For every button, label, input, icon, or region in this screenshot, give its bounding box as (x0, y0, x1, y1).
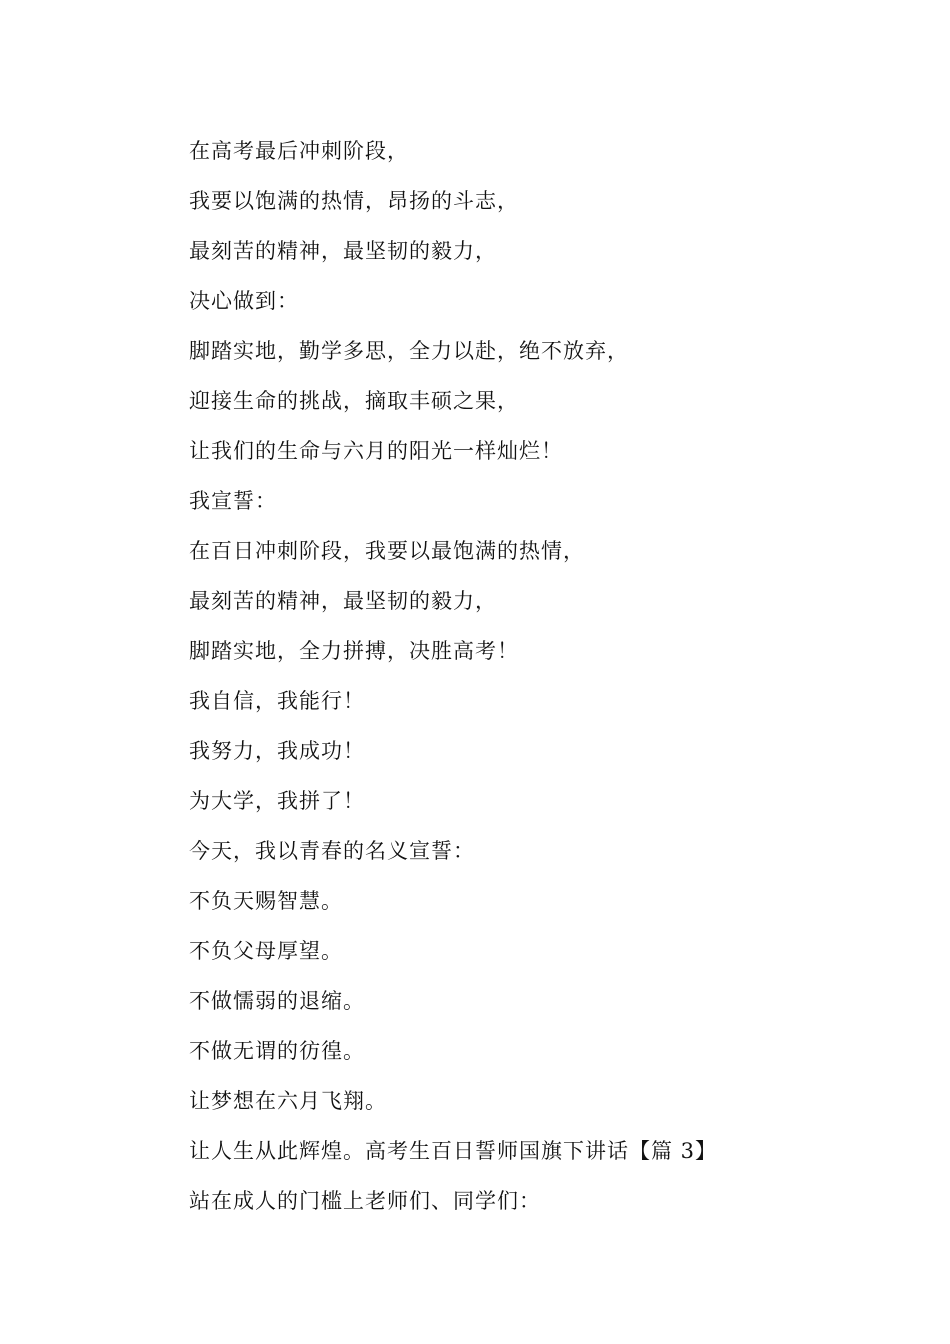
text-line: 脚踏实地，全力拼搏，决胜高考！ (189, 639, 519, 663)
text-line: 不做懦弱的退缩。 (189, 989, 365, 1013)
text-line: 迎接生命的挑战，摘取丰硕之果， (189, 389, 519, 413)
text-line: 让我们的生命与六月的阳光一样灿烂！ (189, 439, 563, 463)
text-line: 脚踏实地，勤学多思，全力以赴，绝不放弃， (189, 339, 629, 363)
text-line: 最刻苦的精神，最坚韧的毅力， (189, 589, 497, 613)
text-line: 决心做到： (189, 289, 299, 313)
text-line: 我努力，我成功！ (189, 739, 365, 763)
text-line: 不负父母厚望。 (189, 939, 343, 963)
text-line: 我宣誓： (189, 489, 277, 513)
document-body (189, 126, 717, 1226)
text-line: 最刻苦的精神，最坚韧的毅力， (189, 239, 497, 263)
text-line: 在百日冲刺阶段，我要以最饱满的热情， (189, 539, 585, 563)
text-line: 让梦想在六月飞翔。 (189, 1089, 387, 1113)
text-line: 今天，我以青春的名义宣誓： (189, 839, 475, 863)
text-line: 不做无谓的彷徨。 (189, 1039, 365, 1063)
text-line: 在高考最后冲刺阶段， (189, 139, 409, 163)
section-title-line: 让人生从此辉煌。高考生百日誓师国旗下讲话【篇 3】 (189, 1139, 718, 1163)
text-line: 我自信，我能行！ (189, 689, 365, 713)
text-line: 我要以饱满的热情，昂扬的斗志， (189, 189, 519, 213)
text-line: 不负天赐智慧。 (189, 889, 343, 913)
text-line: 为大学，我拼了！ (189, 789, 365, 813)
text-line: 站在成人的门槛上老师们、同学们： (189, 1189, 541, 1213)
